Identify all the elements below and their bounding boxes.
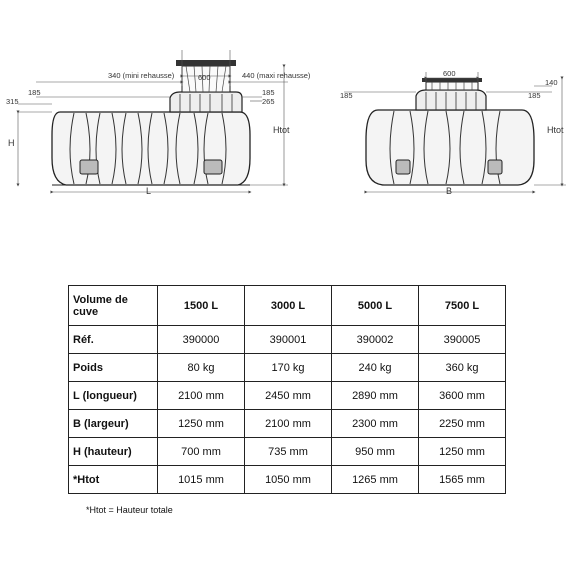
row-label-longueur: L (longueur) bbox=[69, 382, 158, 410]
technical-drawing bbox=[0, 0, 570, 260]
dim-L-label: L bbox=[146, 186, 152, 196]
table-cell: 1265 mm bbox=[332, 466, 419, 494]
dim-265-label: 265 bbox=[262, 97, 275, 106]
table-cell: 950 mm bbox=[332, 438, 419, 466]
row-label-poids: Poids bbox=[69, 354, 158, 382]
header-col-5000: 5000 L bbox=[332, 286, 419, 326]
end-dim-B-label: B bbox=[446, 186, 453, 196]
dim-H-label: H bbox=[8, 138, 15, 148]
table-header-row bbox=[69, 286, 506, 326]
table-cell: 1250 mm bbox=[419, 438, 506, 466]
table-cell: 1250 mm bbox=[158, 410, 245, 438]
table-cell: 1565 mm bbox=[419, 466, 506, 494]
row-label-largeur: B (largeur) bbox=[69, 410, 158, 438]
row-label-ref: Réf. bbox=[69, 326, 158, 354]
table-cell: 80 kg bbox=[158, 354, 245, 382]
table-cell: 390002 bbox=[332, 326, 419, 354]
table-row bbox=[69, 382, 506, 410]
footnote: *Htot = Hauteur totale bbox=[86, 505, 173, 515]
dim-340-label: 340 (mini rehausse) bbox=[108, 71, 175, 80]
table-row bbox=[69, 354, 506, 382]
header-col-7500: 7500 L bbox=[419, 286, 506, 326]
table-cell: 390000 bbox=[158, 326, 245, 354]
end-dim-600-label: 600 bbox=[443, 69, 456, 78]
row-label-htot: *Htot bbox=[69, 466, 158, 494]
dim-600-label: 600 bbox=[198, 73, 211, 82]
dim-440-label: 440 (maxi rehausse) bbox=[242, 71, 311, 80]
dim-185-right-label: 185 bbox=[262, 88, 275, 97]
table-cell: 1015 mm bbox=[158, 466, 245, 494]
end-view-tank bbox=[366, 78, 534, 185]
table-cell: 2890 mm bbox=[332, 382, 419, 410]
dim-315-label: 315 bbox=[6, 97, 19, 106]
dim-htot-label: Htot bbox=[273, 125, 290, 135]
table-cell: 700 mm bbox=[158, 438, 245, 466]
header-col-1500: 1500 L bbox=[158, 286, 245, 326]
table-cell: 735 mm bbox=[245, 438, 332, 466]
table-row bbox=[69, 466, 506, 494]
table-cell: 390001 bbox=[245, 326, 332, 354]
row-label-hauteur: H (hauteur) bbox=[69, 438, 158, 466]
end-dim-185-left-label: 185 bbox=[340, 91, 353, 100]
table-cell: 1050 mm bbox=[245, 466, 332, 494]
table-cell: 2250 mm bbox=[419, 410, 506, 438]
table-cell: 3600 mm bbox=[419, 382, 506, 410]
end-dim-htot-label: Htot bbox=[547, 125, 564, 135]
table-row bbox=[69, 410, 506, 438]
table-cell: 2300 mm bbox=[332, 410, 419, 438]
table-cell: 390005 bbox=[419, 326, 506, 354]
table-cell: 2100 mm bbox=[158, 382, 245, 410]
table-cell: 360 kg bbox=[419, 354, 506, 382]
table-cell: 2450 mm bbox=[245, 382, 332, 410]
table-row bbox=[69, 326, 506, 354]
header-col-3000: 3000 L bbox=[245, 286, 332, 326]
end-dim-140-label: 140 bbox=[545, 78, 558, 87]
table-cell: 2100 mm bbox=[245, 410, 332, 438]
header-label-cell: Volume de cuve bbox=[69, 286, 158, 326]
dim-185-left-label: 185 bbox=[28, 88, 41, 97]
specifications-table bbox=[68, 285, 506, 494]
table-cell: 170 kg bbox=[245, 354, 332, 382]
table-row bbox=[69, 438, 506, 466]
end-dim-185-right-label: 185 bbox=[528, 91, 541, 100]
table-cell: 240 kg bbox=[332, 354, 419, 382]
